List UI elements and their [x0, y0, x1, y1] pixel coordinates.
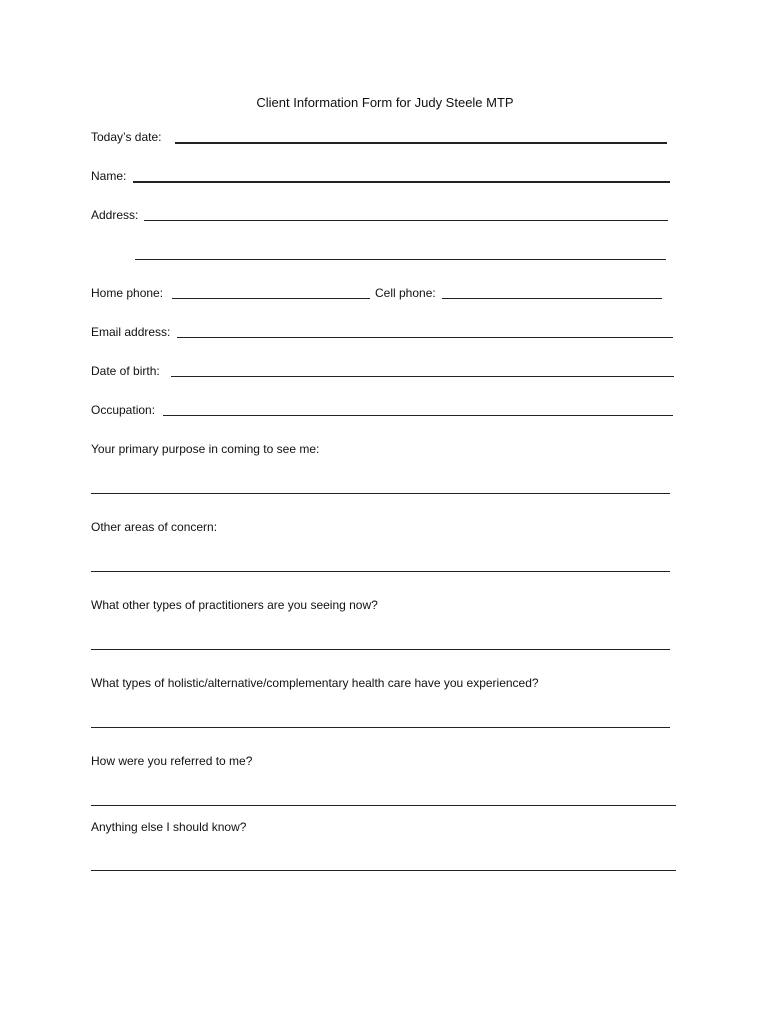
address-label: Address: — [91, 208, 139, 222]
cell-phone-field[interactable] — [442, 298, 662, 299]
dob-label: Date of birth: — [91, 364, 160, 378]
home-phone-field[interactable] — [172, 298, 370, 299]
email-label: Email address: — [91, 325, 171, 339]
name-label: Name: — [91, 169, 127, 183]
cell-phone-label: Cell phone: — [375, 286, 436, 300]
anything-else-answer-line[interactable] — [91, 870, 676, 871]
address-field-line-2[interactable] — [135, 259, 666, 260]
referred-answer-line[interactable] — [91, 805, 676, 806]
other-practitioners-answer-line[interactable] — [91, 649, 670, 650]
occupation-field[interactable] — [163, 415, 673, 416]
form-title: Client Information Form for Judy Steele MTP — [256, 95, 514, 110]
holistic-care-answer-line[interactable] — [91, 727, 670, 728]
home-phone-label: Home phone: — [91, 286, 164, 300]
email-field[interactable] — [177, 337, 673, 338]
todays-date-field[interactable] — [175, 142, 667, 144]
occupation-label: Occupation: — [91, 403, 156, 417]
todays-date-label: Today’s date: — [91, 130, 162, 144]
primary-purpose-question: Your primary purpose in coming to see me: — [91, 442, 320, 456]
name-field[interactable] — [133, 181, 670, 183]
referred-question: How were you referred to me? — [91, 754, 253, 768]
other-concerns-answer-line[interactable] — [91, 571, 670, 572]
dob-field[interactable] — [171, 376, 674, 377]
holistic-care-question: What types of holistic/alternative/complementary health care have you experienced? — [91, 676, 539, 690]
address-field-line-1[interactable] — [144, 220, 668, 221]
other-practitioners-question: What other types of practitioners are you seeing now? — [91, 598, 378, 612]
other-concerns-question: Other areas of concern: — [91, 520, 218, 534]
primary-purpose-answer-line[interactable] — [91, 493, 670, 494]
anything-else-question: Anything else I should know? — [91, 820, 247, 834]
